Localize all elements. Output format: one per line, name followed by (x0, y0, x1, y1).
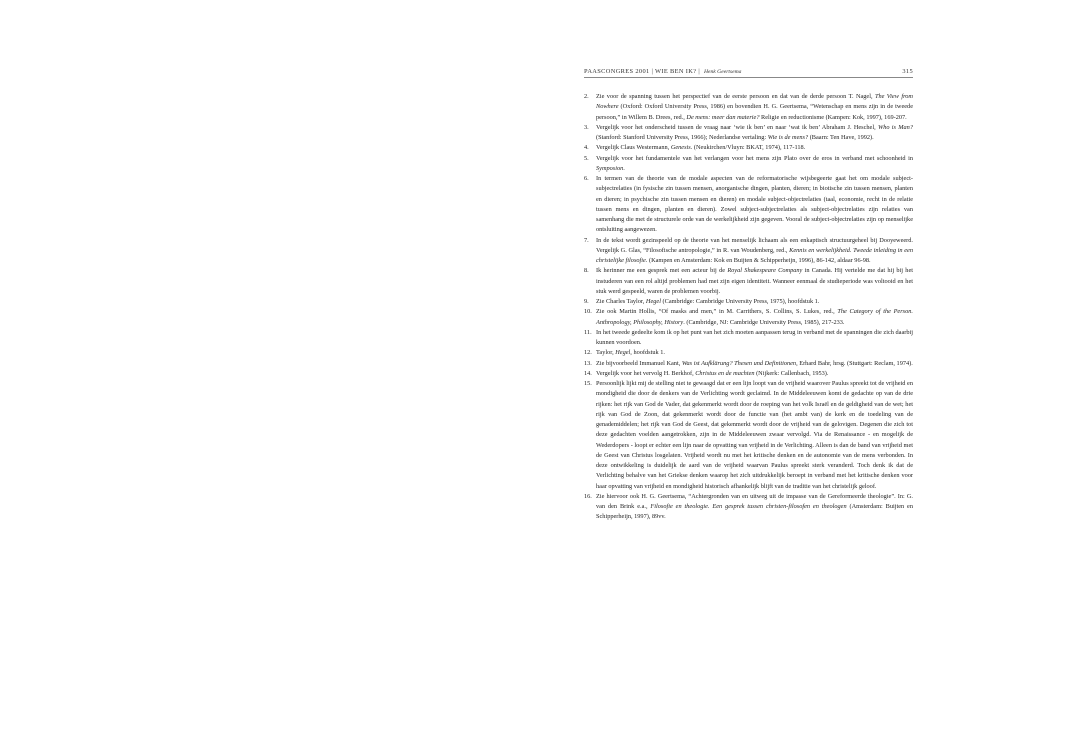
endnote-number: 15. (584, 380, 592, 387)
endnote-text-segment: In het tweede gedeelte kom ik op het punt van het zich moeten aanpassen terug in verband met de spanningen die zich daarbij kunnen voordoen. (596, 328, 913, 346)
endnote-text (596, 266, 913, 297)
endnote-text (596, 143, 913, 153)
endnote (584, 297, 913, 307)
endnote-title-italic: Filosofie en theologie. Een gesprek tussen christen-filosofen en theologen (650, 503, 847, 510)
endnote-text (596, 236, 913, 267)
endnote-text (596, 359, 913, 369)
endnote-title-italic: Hegel (645, 298, 661, 305)
endnote-title-italic: Wie is de mens? (767, 134, 809, 141)
endnote-title-italic: The Category of the Person. Anthropology, Philosophy, History (596, 308, 914, 326)
endnote-title-italic: Kennis en werkelijkheid. Tweede inleiding in een christelijke filosofie. (596, 246, 913, 264)
endnote-text-segment: . (623, 164, 625, 172)
endnote (584, 359, 913, 369)
endnote-text (596, 348, 913, 358)
endnote-text-segment: In termen van de theorie van de modale aspecten van de reformatorische wijsbegeerte gaat het om modale subject-subjectrelaties (in fysische zin tussen mensen, anorganische dingen, planten, dieren; in biotische zin tussen mensen, planten en dieren; in psychische zin tussen mensen en dieren) en modale subject-objectrelaties (taal, economie, recht in de relatie tussen mens en dingen, planten en dieren). Zowel subject-subjectrelaties als subject-objectrelaties zijn relaties van samenhang die met de structurele orde van de werkelijkheid zijn gegeven. Vooral de subject-objectrelaties zijn op menselijke ontsluiting aangewezen. (596, 175, 913, 234)
endnote-text-segment: (Amsterdam: Buijten en Schipperheijn, 1997), 89vv. (596, 503, 913, 521)
endnote-text-segment: , hoofdstuk 1. (630, 349, 665, 357)
endnote (584, 328, 913, 349)
endnote-text (596, 297, 913, 307)
page-number: 315 (902, 68, 913, 75)
header-separator: | (698, 68, 701, 75)
endnote-text (596, 154, 913, 175)
endnote-number: 14. (584, 369, 592, 377)
endnote (584, 154, 913, 175)
endnote-number: 8. (584, 267, 589, 275)
endnote-text-segment: (Baarn: Ten Have, 1992). (808, 134, 874, 141)
endnote-text-segment: (Stanford: Stanford University Press, 1966); Nederlandse vertaling: (596, 134, 768, 141)
endnote-number: 11. (584, 328, 592, 336)
endnote-number: 7. (584, 236, 589, 244)
endnote (584, 492, 913, 523)
endnote (584, 143, 913, 153)
endnote-text-segment: (Kampen en Amsterdam: Kok en Buijten & Schipperheijn, 1996), 86-142, aldaar 96-98. (647, 257, 871, 264)
endnote-text (596, 123, 913, 144)
endnote-text-segment: in Canada. Hij vertelde me dat hij bij het instuderen van een rol altijd problemen had met zijn eigen identiteit. Wanneer eenmaal de studieperiode was voltooid en het stuk werd gespeeld, waren de problemen voorbij. (596, 267, 913, 295)
endnote-number: 4. (584, 144, 589, 152)
endnote-text-segment: Vergelijk voor het onderscheid tussen de vraag naar ‘wie ik ben’ en naar ‘wat ik ben’ Abraham J. Heschel, (596, 123, 878, 131)
endnote-title-italic: De mens: meer dan materie? (686, 113, 760, 121)
endnote-text-segment: Zie Charles Taylor, (596, 298, 646, 305)
endnote-title-italic: Symposion (596, 164, 624, 172)
endnotes-list (584, 92, 913, 523)
endnote-title-italic: The View from Nowhere (596, 93, 913, 111)
endnote (584, 174, 913, 236)
endnote-number: 3. (584, 123, 589, 131)
endnote-number: 2. (584, 93, 589, 100)
endnote-text-segment: Vergelijk voor het fundamentele van het verlangen voor het mens zijn Plato over de eros in verband met schoonheid in (596, 154, 913, 162)
endnote-title-italic: Christus en de machten (695, 369, 755, 377)
header-author: Henk Geertsema (703, 69, 742, 75)
endnote (584, 236, 913, 267)
book-page (584, 68, 913, 523)
endnote-text-segment: In de tekst wordt gezinspeeld op de theorie van het menselijk lichaam als een enkaptisch structuurgeheel bij Dooyeweerd. Vergelijk G. Glas, “Filosofische antropologie,” in R. van Woudenberg, red., (596, 236, 913, 254)
endnote-text-segment: Taylor, (596, 349, 616, 357)
endnote-text (596, 174, 913, 236)
endnote (584, 92, 913, 123)
endnote-text-segment: , Erhard Bahr, hrsg. (Stuttgart: Reclam, 1974). (796, 359, 913, 367)
endnote-number: 5. (584, 154, 589, 162)
endnote-title-italic: Hegel (615, 349, 631, 357)
endnote-number: 16. (584, 492, 592, 500)
endnote-title-italic: Who is Man? (877, 123, 913, 131)
endnote-text-segment: Persoonlijk lijkt mij de stelling niet te gewaagd dat er een lijn loopt van de vrijheid waarover Paulus spreekt tot de vrijheid en mondigheid die door de denkers van de Verlichting wordt geclaimd. In de Middeleeuwen komt de gedachte op van de drie rijken: het rijk van God de Vader, dat gekenmerkt wordt door de roeping van het volk Israël en de geldigheid van de wet; het rijk van God de Zoon, dat gekenmerkt wordt door de functie van (het ambt van) de kerk en de toedeling van de genademiddelen; het rijk van God de Geest, dat gekenmerkt wordt door de vrijheid van de gelovigen. Degenen die zich tot deze gedachten voelden aangetrokken, zijn in de Middeleeuwen zwaar vervolgd. Via de Renaissance - en mogelijk de Wederdopers - loopt er echter een lijn naar de opvatting van vrijheid in de Verlichting. Alleen is dan de band van vrijheid met de Geest van Christus losgelaten. Vrijheid wordt nu met het kritische denken en de autonomie van de mens verbonden. In deze ontwikkeling is duidelijk de aard van de vrijheid waarvan Paulus spreekt sterk veranderd. Toch denk ik dat de Verlichting behalve van het Griekse denken waarop het zich uitdrukkelijk beroept in verband met het kritische denken voor haar opvatting van vrijheid en mondigheid historisch afhankelijk blijft van de traditie van het christelijk geloof. (596, 380, 913, 490)
endnote-number: 6. (584, 175, 589, 182)
endnote-text-segment: (Nijkerk: Callenbach, 1953). (754, 369, 829, 377)
endnote-title-italic: Was ist Aufklärung? Thesen und Definitionen (681, 359, 797, 367)
endnote-text-segment: . (Cambridge, NJ: Cambridge University Press, 1985), 217-233. (683, 318, 845, 326)
endnote-title-italic: Royal Shakespeare Company (727, 267, 803, 275)
endnote-text (596, 92, 913, 123)
endnote-title-italic: Genesis (670, 144, 691, 152)
endnote-number: 12. (584, 349, 592, 357)
running-title: PAASCONGRES 2001 | WIE BEN IK? (584, 68, 697, 75)
endnote-text-segment: Zie ook Martin Hollis, “Of masks and men,” in M. Carrithers, S. Collins, S. Lukes, red., (596, 308, 838, 316)
endnote-text-segment: Vergelijk Claus Westermann, (596, 144, 671, 152)
endnote-number: 10. (584, 308, 592, 316)
endnote-text-segment: (Oxford: Oxford University Press, 1986) en bovendien H. G. Geertsema, “Wetenschap en mens zijn in de tweede persoon,” in Willem B. Drees, red., (596, 103, 913, 121)
endnote-text-segment: Zie bijvoorbeeld Immanuel Kant, (596, 359, 682, 367)
endnote-text (596, 492, 913, 523)
endnote-text (596, 379, 913, 492)
endnote-number: 9. (584, 298, 589, 305)
endnote-text-segment: Zie voor de spanning tussen het perspectief van de eerste persoon en dat van de derde persoon T. Nagel, (596, 93, 875, 100)
endnote-text-segment: Vergelijk voor het vervolg H. Berkhof, (596, 369, 696, 377)
endnote (584, 348, 913, 358)
endnote (584, 379, 913, 492)
endnote (584, 307, 913, 328)
endnote-text-segment: (Cambridge: Cambridge University Press, 1975), hoofdstuk 1. (660, 298, 820, 305)
endnote-text-segment: Zie hiervoor ook H. G. Geertsema, “Achtergronden van en uitweg uit de impasse van de Gereformeerde theologie”. In: G. van den Brink e.a., (596, 492, 913, 510)
endnote (584, 123, 913, 144)
endnote (584, 266, 913, 297)
endnote-text-segment: . (Neukirchen/Vluyn: BKAT, 1974), 117-118. (690, 144, 806, 152)
endnote-text-segment: Ik herinner me een gesprek met een acteur bij de (596, 267, 728, 275)
endnote-text (596, 307, 913, 328)
running-header (584, 68, 913, 78)
endnote-text (596, 369, 913, 379)
endnote-text-segment: Religie en reductionisme (Kampen: Kok, 1997), 169-207. (759, 113, 907, 121)
endnote-text (596, 328, 913, 349)
running-title-group (584, 68, 741, 75)
endnote-number: 13. (584, 359, 592, 367)
endnote (584, 369, 913, 379)
